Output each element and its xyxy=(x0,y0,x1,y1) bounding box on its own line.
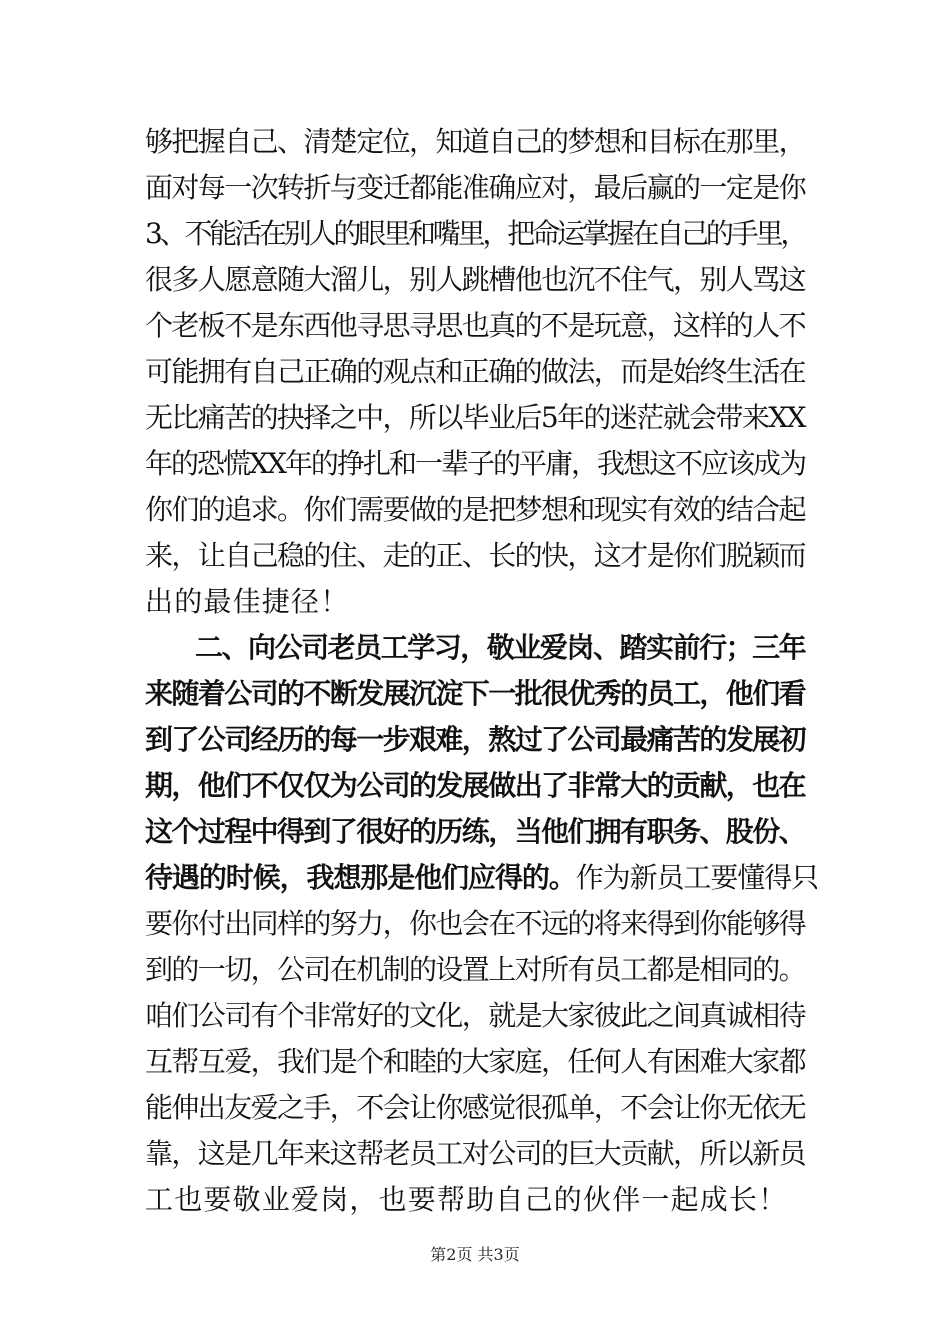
regular-text-segment: 作为新员工要懂得只 xyxy=(575,861,819,894)
text-line: 靠，这是几年来这帮老员工对公司的巨大贡献，所以新员 xyxy=(145,1137,806,1170)
text-line: 3、不能活在别人的眼里和嘴里，把命运掌握在自己的手里， xyxy=(145,217,806,250)
text-line: 个老板不是东西他寻思寻思也真的不是玩意，这样的人不 xyxy=(145,309,806,342)
bold-text-line: 期，他们不仅仅为公司的发展做出了非常大的贡献，也在 xyxy=(145,769,806,802)
text-line: 能伸出友爱之手，不会让你感觉很孤单，不会让你无依无 xyxy=(145,1091,806,1124)
mixed-text-line xyxy=(145,858,818,898)
bold-text-line: 到了公司经历的每一步艰难，熬过了公司最痛苦的发展初 xyxy=(145,723,806,756)
text-line: 很多人愿意随大溜儿，别人跳槽他也沉不住气，别人骂这 xyxy=(145,263,806,296)
text-line: 面对每一次转折与变迁都能准确应对，最后赢的一定是你 xyxy=(145,171,806,204)
bold-text-segment: 待遇的时候，我想那是他们应得的。 xyxy=(145,861,576,894)
text-line: 咱们公司有个非常好的文化，就是大家彼此之间真诚相待 xyxy=(145,999,806,1032)
text-line: 无比痛苦的抉择之中，所以毕业后5年的迷茫就会带来XX xyxy=(145,401,805,434)
text-line: 你们的追求。你们需要做的是把梦想和现实有效的结合起 xyxy=(145,493,806,526)
text-line: 可能拥有自己正确的观点和正确的做法，而是始终生活在 xyxy=(145,355,806,388)
text-line: 工也要敬业爱岗，也要帮助自己的伙伴一起成长！ xyxy=(145,1183,788,1216)
section-heading-line: 二、向公司老员工学习，敬业爱岗、踏实前行；三年 xyxy=(195,631,806,664)
text-line: 出的最佳捷径！ xyxy=(145,585,350,618)
text-line: 够把握自己、清楚定位，知道自己的梦想和目标在那里， xyxy=(145,125,806,158)
text-line: 来，让自己稳的住、走的正、长的快，这才是你们脱颖而 xyxy=(145,539,806,572)
page-number-footer: 第2页 共3页 xyxy=(430,1245,520,1264)
text-line: 要你付出同样的努力，你也会在不远的将来得到你能够得 xyxy=(145,907,806,940)
text-line: 年的恐慌XX年的挣扎和一辈子的平庸，我想这不应该成为 xyxy=(145,447,806,480)
bold-text-line: 这个过程中得到了很好的历练，当他们拥有职务、股份、 xyxy=(145,815,806,848)
text-line: 互帮互爱，我们是个和睦的大家庭，任何人有困难大家都 xyxy=(145,1045,806,1078)
text-line: 到的一切，公司在机制的设置上对所有员工都是相同的。 xyxy=(145,953,806,986)
bold-text-line: 来随着公司的不断发展沉淀下一批很优秀的员工，他们看 xyxy=(145,677,806,710)
